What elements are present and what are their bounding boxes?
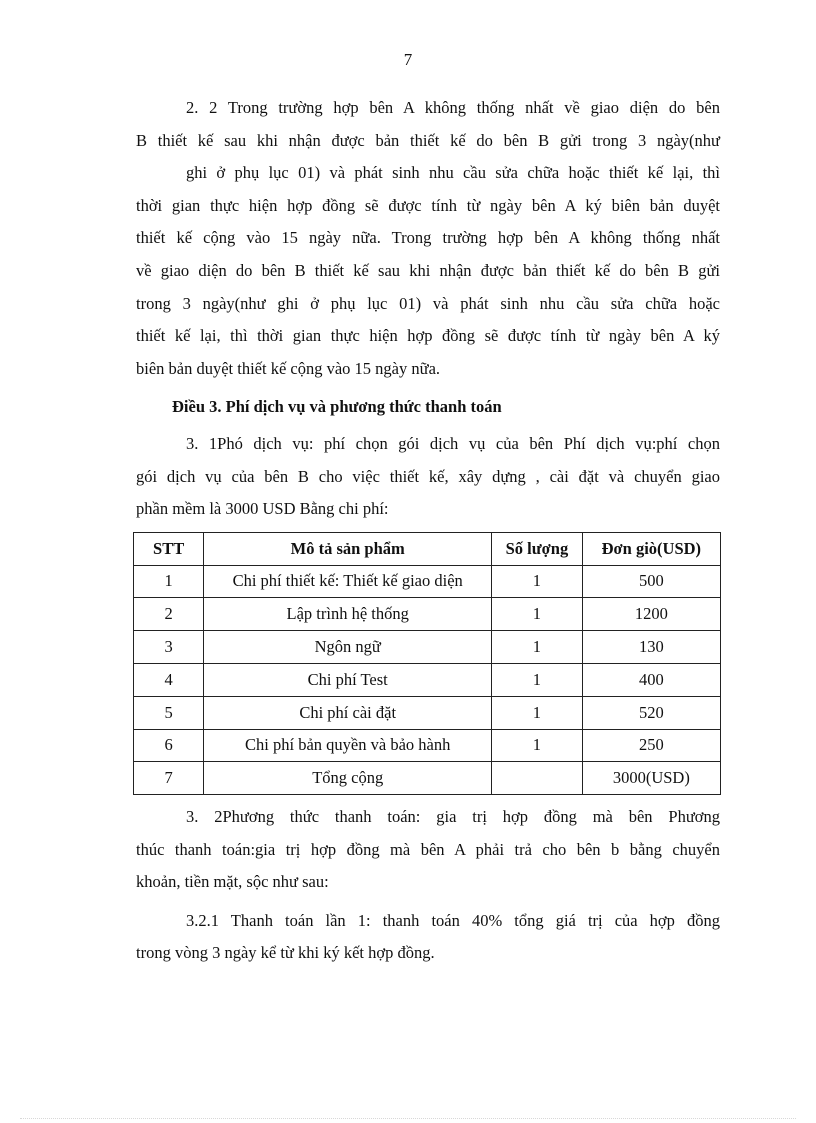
text-line: trong vòng 3 ngày kể từ khi ký kết hợp đồng. [136,943,435,963]
cell-unit-price: 3000(USD) [582,762,720,795]
page-number: 7 [403,50,413,69]
cell-stt: 7 [134,762,204,795]
cell-stt: 6 [134,729,204,762]
cell-description: Chi phí thiết kế: Thiết kế giao diện [204,565,492,598]
text-line: ghi ở phụ lục 01) và phát sinh nhu cầu sửa chữa hoặc thiết kế lại, thì [186,163,720,183]
cell-stt: 2 [134,598,204,631]
cell-description: Lập trình hệ thống [204,598,492,631]
cell-unit-price: 130 [582,631,720,664]
header-description: Mô tả sản phẩm [204,532,492,565]
cell-unit-price: 520 [582,696,720,729]
header-stt: STT [134,532,204,565]
cell-stt: 4 [134,663,204,696]
cell-stt: 5 [134,696,204,729]
cell-unit-price: 1200 [582,598,720,631]
cell-quantity: 1 [492,729,583,762]
text-line: phần mềm là 3000 USD Bằng chi phí: [136,499,389,519]
text-line: 3.2.1 Thanh toán lần 1: thanh toán 40% tổng giá trị của hợp đồng [186,910,720,930]
cell-quantity: 1 [492,565,583,598]
text-line: 2. 2 Trong trường hợp bên A không thống nhất về giao diện do bên [186,98,720,117]
text-line: thúc thanh toán:gia trị hợp đồng mà bên A phải trả cho bên b bằng chuyển [136,839,720,859]
text-line: 3. 1Phó dịch vụ: phí chọn gói dịch vụ của bên Phí dịch vụ:phí chọn [186,433,720,453]
document-body [136,92,720,970]
section-3-2-paragraph [136,801,720,899]
cost-table [133,532,721,795]
cell-unit-price: 400 [582,663,720,696]
cell-quantity: 1 [492,631,583,664]
text-line: B thiết kế sau khi nhận được bản thiết kế do bên B gửi trong 3 ngày(như [136,130,720,150]
table-row [134,631,721,664]
text-line: thời gian thực hiện hợp đồng sẽ được tính từ ngày bên A ký biên bản duyệt [136,195,720,215]
cell-quantity: 1 [492,696,583,729]
text-line: 3. 2Phương thức thanh toán: gia trị hợp đồng mà bên Phương [186,807,720,827]
text-line: thiết kế lại, thì thời gian thực hiện hợp đồng sẽ được tính từ ngày bên A ký [136,326,720,346]
cell-description: Tổng cộng [204,762,492,795]
table-row [134,696,721,729]
text-line: thiết kế cộng vào 15 ngày nữa. Trong trường hợp bên A không thống nhất [136,228,720,248]
table-row [134,729,721,762]
table-row-total [134,762,721,795]
cell-description: Ngôn ngữ [204,631,492,664]
table-row [134,565,721,598]
cell-unit-price: 250 [582,729,720,762]
page-bottom-divider [20,1118,796,1119]
text-line: biên bản duyệt thiết kế cộng vào 15 ngày nữa. [136,358,441,378]
cell-description: Chi phí Test [204,663,492,696]
cell-unit-price: 500 [582,565,720,598]
section-2-2-paragraph [136,92,720,385]
cell-description: Chi phí cài đặt [204,696,492,729]
cell-stt: 3 [134,631,204,664]
cell-quantity: 1 [492,598,583,631]
header-quantity: Số lượng [492,532,583,565]
cell-quantity [492,762,583,795]
section-3-2-1-paragraph [136,905,720,970]
text-line: khoản, tiền mặt, sộc như sau: [136,872,329,892]
cell-description: Chi phí bản quyền và bảo hành [204,729,492,762]
header-unit-price: Đơn giò(USD) [582,532,720,565]
table-row [134,598,721,631]
table-row [134,663,721,696]
article-3-heading: Điều 3. Phí dịch vụ và phương thức thanh toán [172,397,502,417]
section-3-1-paragraph [136,428,720,526]
cell-stt: 1 [134,565,204,598]
text-line: gói dịch vụ của bên B cho việc thiết kế, xây dựng , cài đặt và chuyển giao [136,466,720,486]
table-header-row [134,532,721,565]
text-line: trong 3 ngày(như ghi ở phụ lục 01) và phát sinh nhu cầu sửa chữa hoặc [136,293,720,313]
cell-quantity: 1 [492,663,583,696]
text-line: về giao diện do bên B thiết kế sau khi nhận được bản thiết kế do bên B gửi [136,260,720,280]
